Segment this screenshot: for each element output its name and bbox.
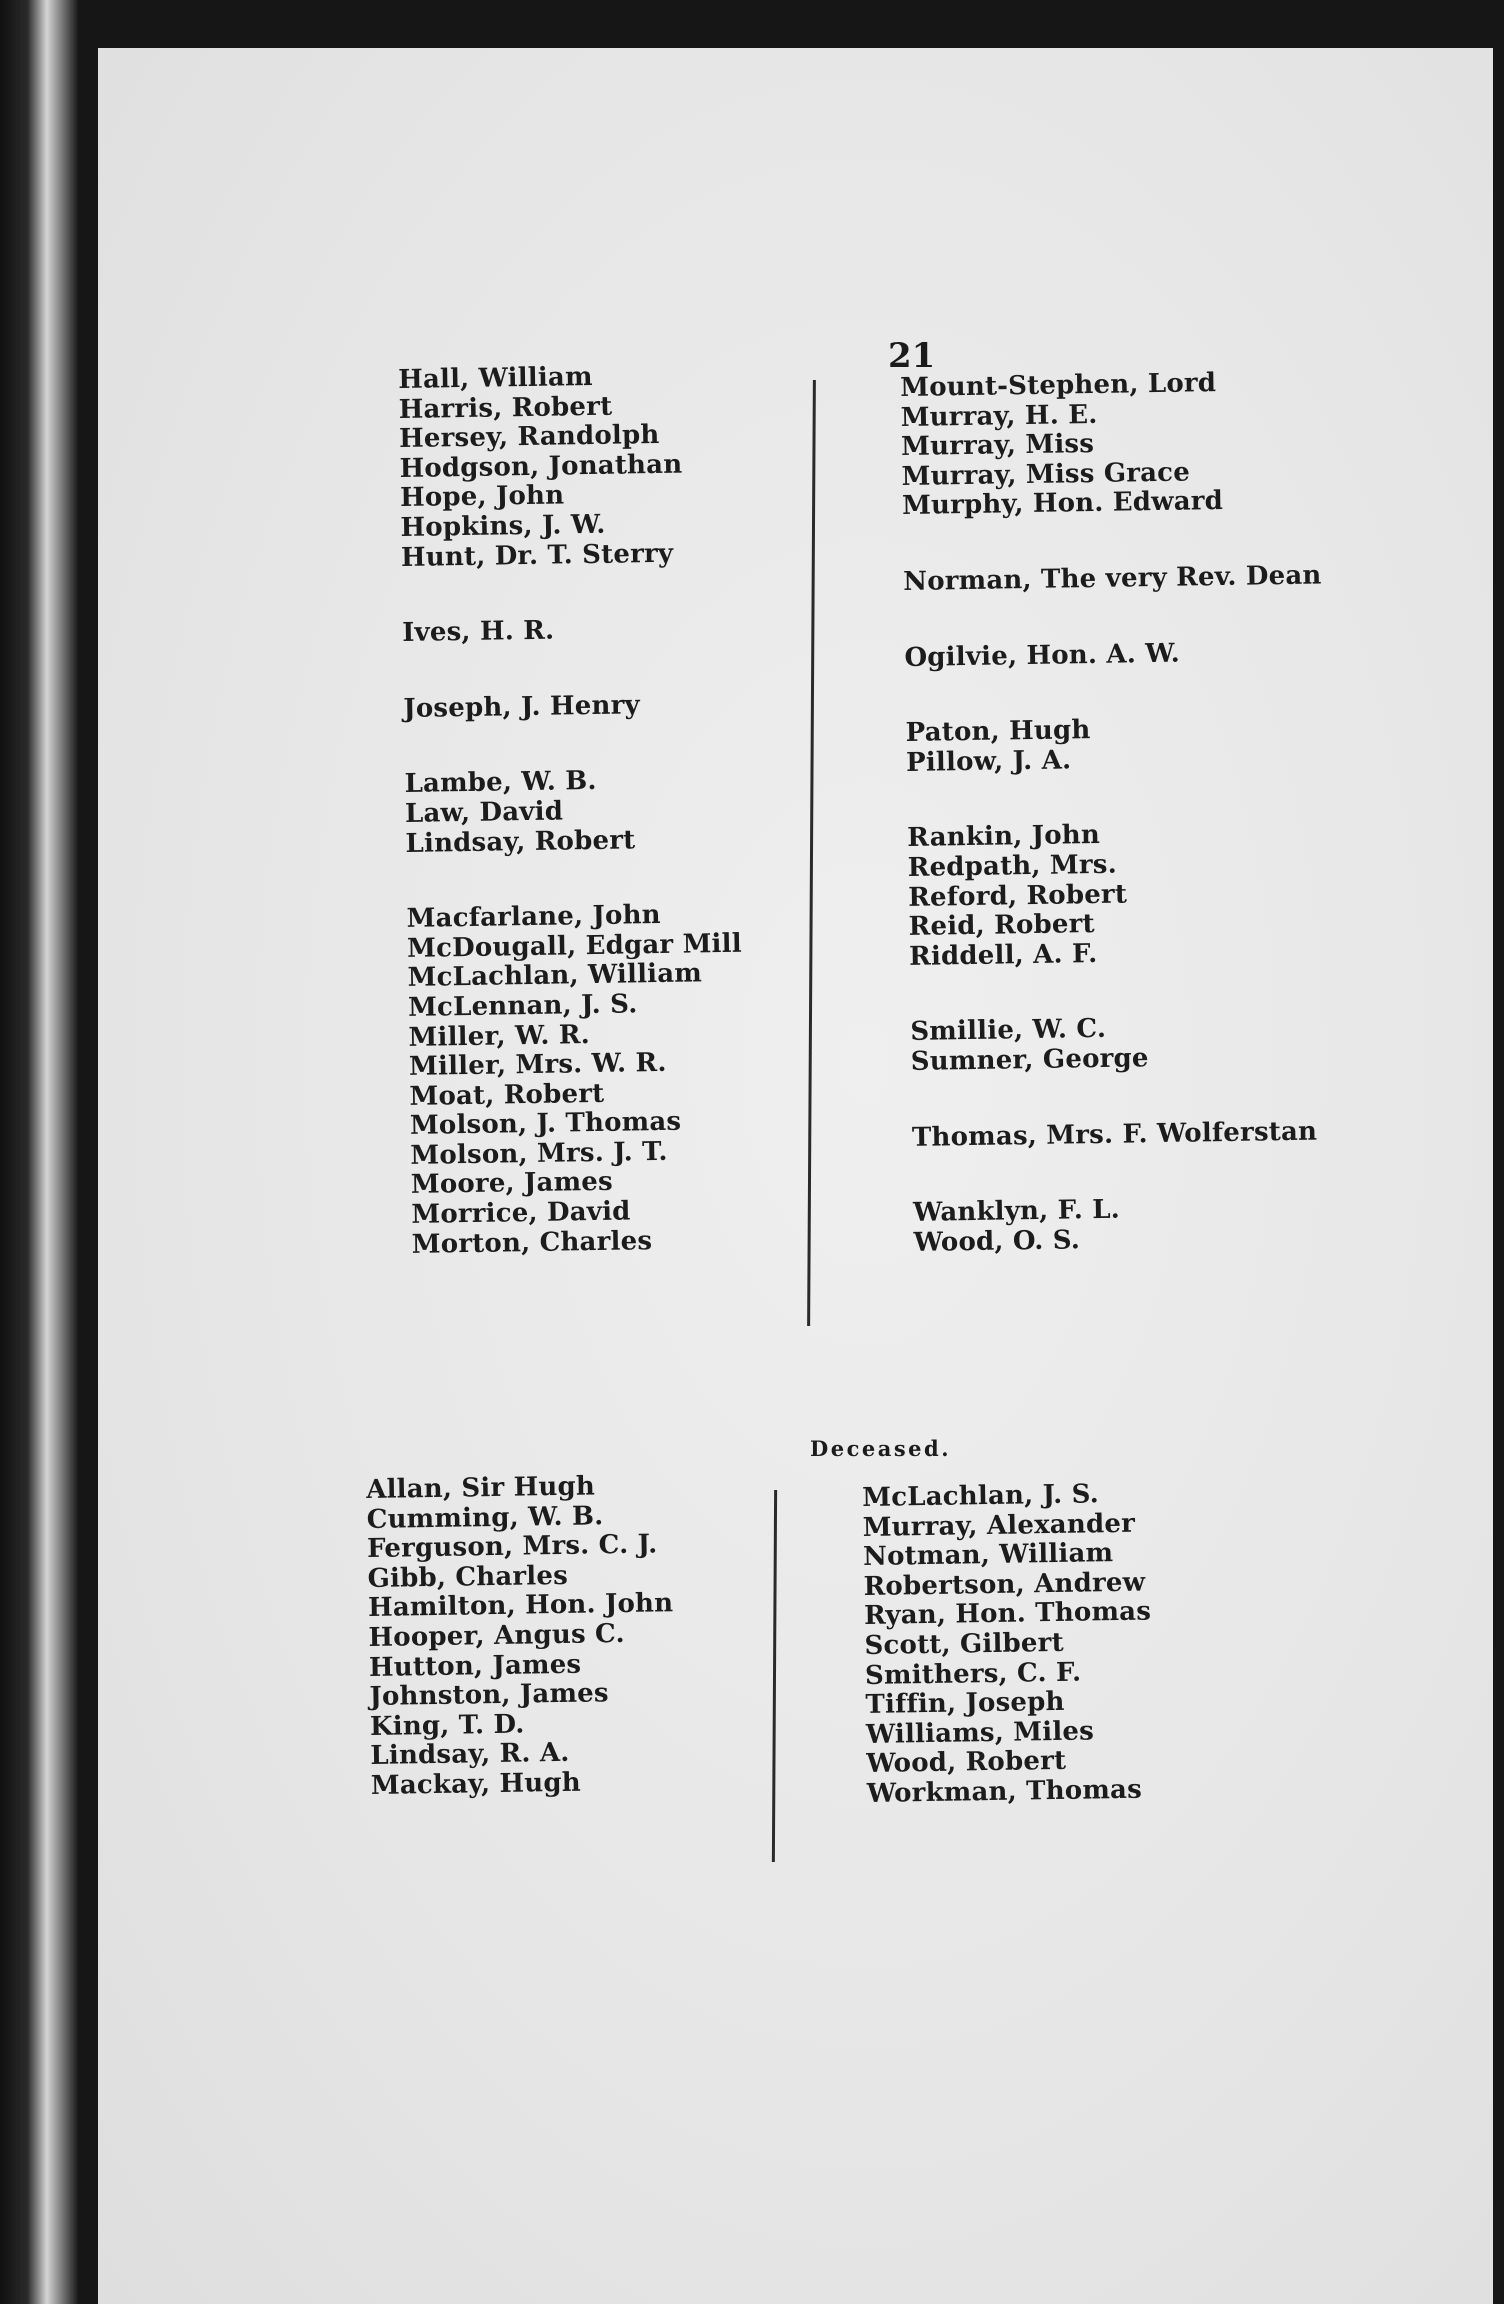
deceased-member-name: Allan, Sir Hugh [365, 1471, 596, 1505]
group-spacer [402, 643, 737, 694]
deceased-member-name: Gibb, Charles [367, 1560, 569, 1594]
group-spacer [912, 1146, 1331, 1199]
deceased-member-name: McLachlan, J. S. [861, 1479, 1100, 1513]
deceased-member-name: Wood, Robert [866, 1746, 1067, 1780]
group-spacer [902, 515, 1321, 568]
member-name: Norman, The very Rev. Dean [903, 560, 1322, 597]
deceased-member-name: Hooper, Angus C. [368, 1618, 625, 1653]
deceased-member-name: Murray, Alexander [862, 1508, 1136, 1543]
deceased-member-name: Ryan, Hon. Thomas [863, 1596, 1152, 1632]
group-spacer [909, 966, 1328, 1019]
deceased-member-name: Williams, Miles [865, 1716, 1095, 1750]
page-edge-shadow [0, 0, 78, 2304]
deceased-member-name: Robertson, Andrew [863, 1567, 1146, 1602]
deceased-member-name: Workman, Thomas [866, 1774, 1143, 1809]
member-name: Hope, John [399, 480, 565, 514]
deceased-member-name: Mackay, Hugh [370, 1767, 582, 1801]
member-name: Murray, H. E. [900, 399, 1098, 433]
deceased-member-name: Tiffin, Joseph [865, 1687, 1065, 1721]
group-spacer [406, 854, 741, 905]
member-name: Pillow, J. A. [905, 745, 1072, 778]
group-spacer [911, 1071, 1330, 1124]
member-name: Sumner, George [910, 1043, 1149, 1077]
member-name: Hopkins, J. W. [400, 509, 606, 543]
member-name: Wood, O. S. [913, 1224, 1081, 1258]
members-left-column [398, 361, 747, 1260]
member-name: Ogilvie, Hon. A. W. [904, 638, 1181, 673]
member-name: Harris, Robert [398, 391, 613, 425]
deceased-member-name: Hamilton, Hon. John [367, 1588, 674, 1624]
deceased-member-name: Johnston, James [369, 1678, 609, 1713]
member-name: Hodgson, Jonathan [399, 449, 683, 484]
deceased-member-name: Hutton, James [368, 1649, 582, 1683]
deceased-member-name: Ferguson, Mrs. C. J. [366, 1529, 658, 1565]
member-name: Murray, Miss [900, 429, 1095, 463]
member-name: Reid, Robert [908, 909, 1095, 943]
deceased-member-name: Notman, William [862, 1538, 1114, 1573]
deceased-member-name: Scott, Gilbert [864, 1627, 1065, 1661]
deceased-heading: Deceased. [810, 1436, 952, 1461]
member-name: Molson, J. Thomas [409, 1106, 682, 1142]
member-name: Moore, James [410, 1167, 614, 1201]
member-name: Rankin, John [907, 820, 1101, 854]
deceased-left-column [366, 1471, 676, 1801]
member-name: Hersey, Randolph [398, 420, 660, 455]
member-name: Macfarlane, John [406, 900, 662, 935]
deceased-column-divider [772, 1490, 777, 1862]
member-name: Reford, Robert [907, 879, 1128, 913]
member-name: Moat, Robert [409, 1078, 605, 1112]
member-name: Murphy, Hon. Edward [901, 486, 1224, 522]
member-name: Hall, William [397, 361, 593, 395]
member-name: Murray, Miss Grace [901, 457, 1191, 492]
member-name: McDougall, Edgar Mill [406, 928, 743, 964]
deceased-member-name: Lindsay, R. A. [370, 1738, 570, 1772]
member-name: Miller, Mrs. W. R. [408, 1047, 667, 1083]
member-name: Smillie, W. C. [910, 1014, 1107, 1048]
member-name: Morrice, David [411, 1196, 631, 1230]
member-name: Ives, H. R. [401, 615, 555, 649]
member-name: Law, David [404, 796, 564, 829]
member-name: Riddell, A. F. [908, 938, 1098, 972]
page-number: 21 [888, 336, 936, 376]
member-name: McLennan, J. S. [407, 989, 638, 1023]
member-name: Molson, Mrs. J. T. [410, 1136, 668, 1171]
member-name: Wanklyn, F. L. [912, 1194, 1121, 1228]
member-name: Miller, W. R. [408, 1019, 591, 1053]
group-spacer [905, 667, 1324, 720]
deceased-member-name: King, T. D. [369, 1709, 525, 1742]
deceased-member-name: Cumming, W. B. [366, 1500, 604, 1535]
member-name: Joseph, J. Henry [403, 689, 641, 724]
member-name: Lambe, W. B. [404, 766, 597, 800]
member-name: Redpath, Mrs. [907, 849, 1118, 883]
member-name: Lindsay, Robert [405, 824, 636, 859]
member-name: McLachlan, William [407, 958, 703, 994]
member-name: Mount-Stephen, Lord [899, 368, 1217, 403]
document-page [98, 48, 1493, 2304]
member-name: Morton, Charles [411, 1225, 653, 1260]
member-name: Hunt, Dr. T. Sterry [400, 538, 674, 573]
member-name: Thomas, Mrs. F. Wolferstan [911, 1116, 1318, 1153]
group-spacer [904, 591, 1323, 644]
members-column-divider [807, 380, 816, 1326]
group-spacer [404, 719, 739, 770]
members-right-column [900, 367, 1332, 1258]
member-name: Paton, Hugh [905, 715, 1091, 749]
group-spacer [906, 772, 1325, 825]
deceased-right-column [862, 1479, 1154, 1809]
deceased-member-name: Smithers, C. F. [864, 1657, 1082, 1691]
group-spacer [401, 568, 736, 619]
